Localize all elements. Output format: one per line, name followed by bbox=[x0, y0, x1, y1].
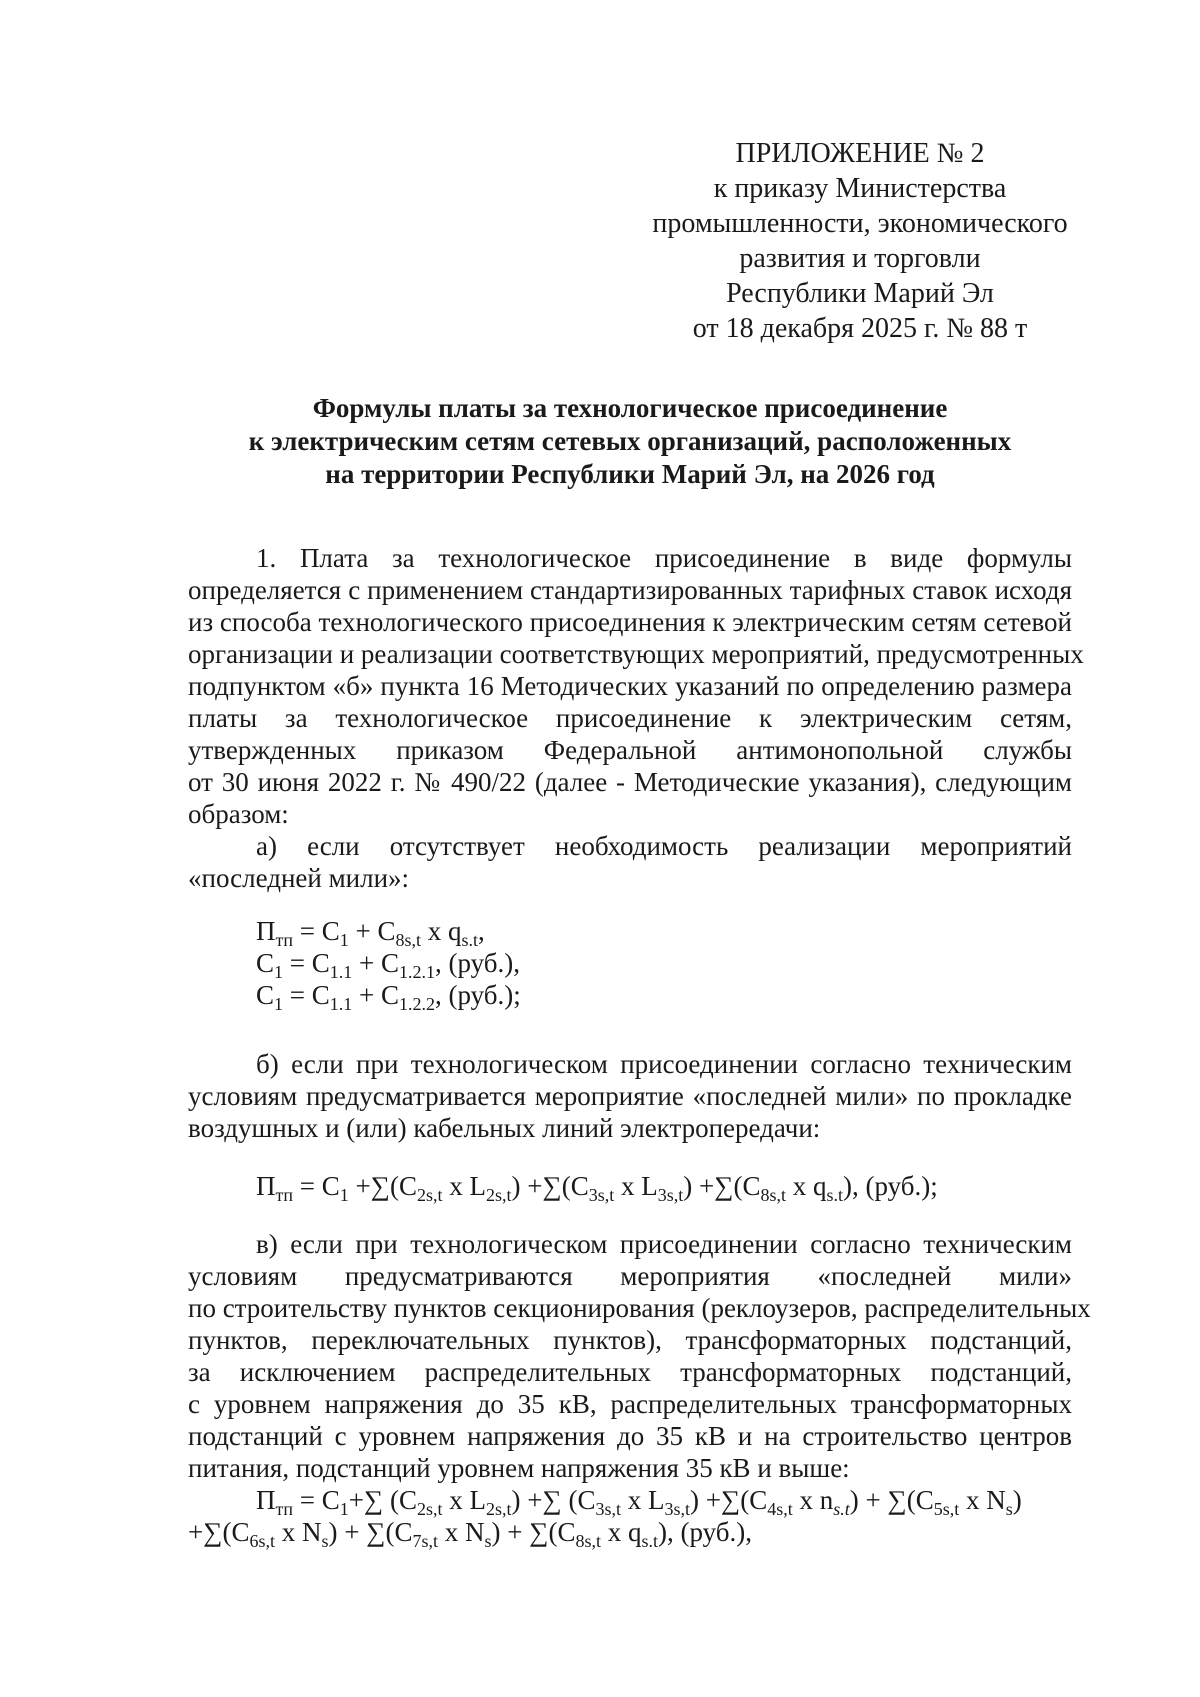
text-line: платы за технологическое присоединение к электрическим сетям, bbox=[188, 703, 1072, 733]
text-line: утвержденных приказом Федеральной антимонопольной службы bbox=[188, 735, 1072, 765]
paragraph-a bbox=[188, 830, 1072, 894]
appendix-republic: Республики Марий Эл bbox=[726, 278, 994, 309]
paragraph-b bbox=[188, 1048, 1072, 1144]
formula-4: $П_{тп} = C_1 +\sum(C_{2s,t}$ x $L_{2s,t}) +\sum(C_{3s,t}$ x $L_{3s,t}) +\sum(C_{8s,t}$ x $q_{s.t}$), (руб.); bbox=[256, 1171, 938, 1205]
appendix-order-ref: к приказу Министерства bbox=[713, 173, 1007, 204]
text-line: с уровнем напряжения до 35 кВ, распределительных трансформаторных bbox=[188, 1389, 1072, 1419]
formula-2: $C_1 = C_{1.1} + C_{1.2.1}$, (руб.), bbox=[256, 948, 521, 982]
text-line: в) если при технологическом присоединении согласно техническим bbox=[256, 1229, 1072, 1259]
text-line: по строительству пунктов секционирования (реклоузеров, распределительных bbox=[188, 1293, 1091, 1323]
paragraph-c bbox=[188, 1228, 1091, 1484]
text-line: 1. Плата за технологическое присоединение в виде формулы bbox=[256, 543, 1072, 573]
text-line: а) если отсутствует необходимость реализации мероприятий bbox=[256, 831, 1072, 861]
text-line: от 30 июня 2022 г. № 490/22 (далее - Методические указания), следующим bbox=[188, 767, 1072, 797]
text-line: пунктов, переключательных пунктов), трансформаторных подстанций, bbox=[188, 1325, 1072, 1355]
formula-3: $C_1 = C_{1.1} + C_{1.2.2}$, (руб.); bbox=[256, 980, 521, 1014]
title-line: к электрическим сетям сетевых организаций, расположенных bbox=[248, 426, 1012, 456]
formula-5-line-2: $+\sum(C_{6s,t}$ x $N_s) + \sum(C_{7s,t}$ x $N_s) + \sum(C_{8s,t}$ x $q_{s.t}$), (руб.), bbox=[188, 1517, 753, 1551]
text-line: воздушных и (или) кабельных линий электропередачи: bbox=[188, 1113, 821, 1143]
text-line: «последней мили»: bbox=[188, 863, 410, 893]
text-line: подпунктом «б» пункта 16 Методических указаний по определению размера bbox=[188, 671, 1072, 701]
formula-1: $П_{тп} = C_1 + C_{8s,t}$ x $q_{s.t}$, bbox=[256, 916, 485, 950]
text-line: из способа технологического присоединения к электрическим сетям сетевой bbox=[188, 607, 1072, 637]
text-line: организации и реализации соответствующих мероприятий, предусмотренных bbox=[188, 639, 1084, 669]
text-line: условиям предусматривается мероприятие «последней мили» по прокладке bbox=[188, 1081, 1072, 1111]
text-line: определяется с применением стандартизированных тарифных ставок исходя bbox=[188, 575, 1072, 605]
title-line: на территории Республики Марий Эл, на 2026 год bbox=[325, 459, 935, 489]
appendix-ministry: промышленности, экономического bbox=[652, 208, 1068, 239]
title-line: Формулы платы за технологическое присоединение bbox=[312, 393, 948, 423]
appendix-ministry-cont: развития и торговли bbox=[739, 243, 981, 274]
paragraph-1 bbox=[188, 542, 1084, 830]
text-line: образом: bbox=[188, 799, 289, 829]
appendix-date: от 18 декабря 2025 г. № 88 т bbox=[692, 313, 1028, 344]
text-line: б) если при технологическом присоединении согласно техническим bbox=[256, 1049, 1072, 1079]
text-line: подстанций с уровнем напряжения до 35 кВ и на строительство центров bbox=[188, 1421, 1072, 1451]
appendix-number: ПРИЛОЖЕНИЕ № 2 bbox=[735, 138, 985, 169]
text-line: за исключением распределительных трансформаторных подстанций, bbox=[188, 1357, 1072, 1387]
appendix-header bbox=[640, 136, 1080, 346]
text-line: питания, подстанций уровнем напряжения 35 кВ и выше: bbox=[188, 1453, 850, 1483]
formula-5-line-1: $П_{тп} = C_1+\sum$ ($C_{2s,t}$ x $L_{2s,t}$) +∑ ($C_{3s,t}$ x $L_{3s,t}) +\sum(C_{4s,t}$ x $n_{s.t}) + \sum(C_{5s,t}$ x $N_s$) bbox=[256, 1485, 1022, 1519]
text-line: условиям предусматриваются мероприятия «последней мили» bbox=[188, 1261, 1072, 1291]
document-title bbox=[190, 392, 1070, 491]
